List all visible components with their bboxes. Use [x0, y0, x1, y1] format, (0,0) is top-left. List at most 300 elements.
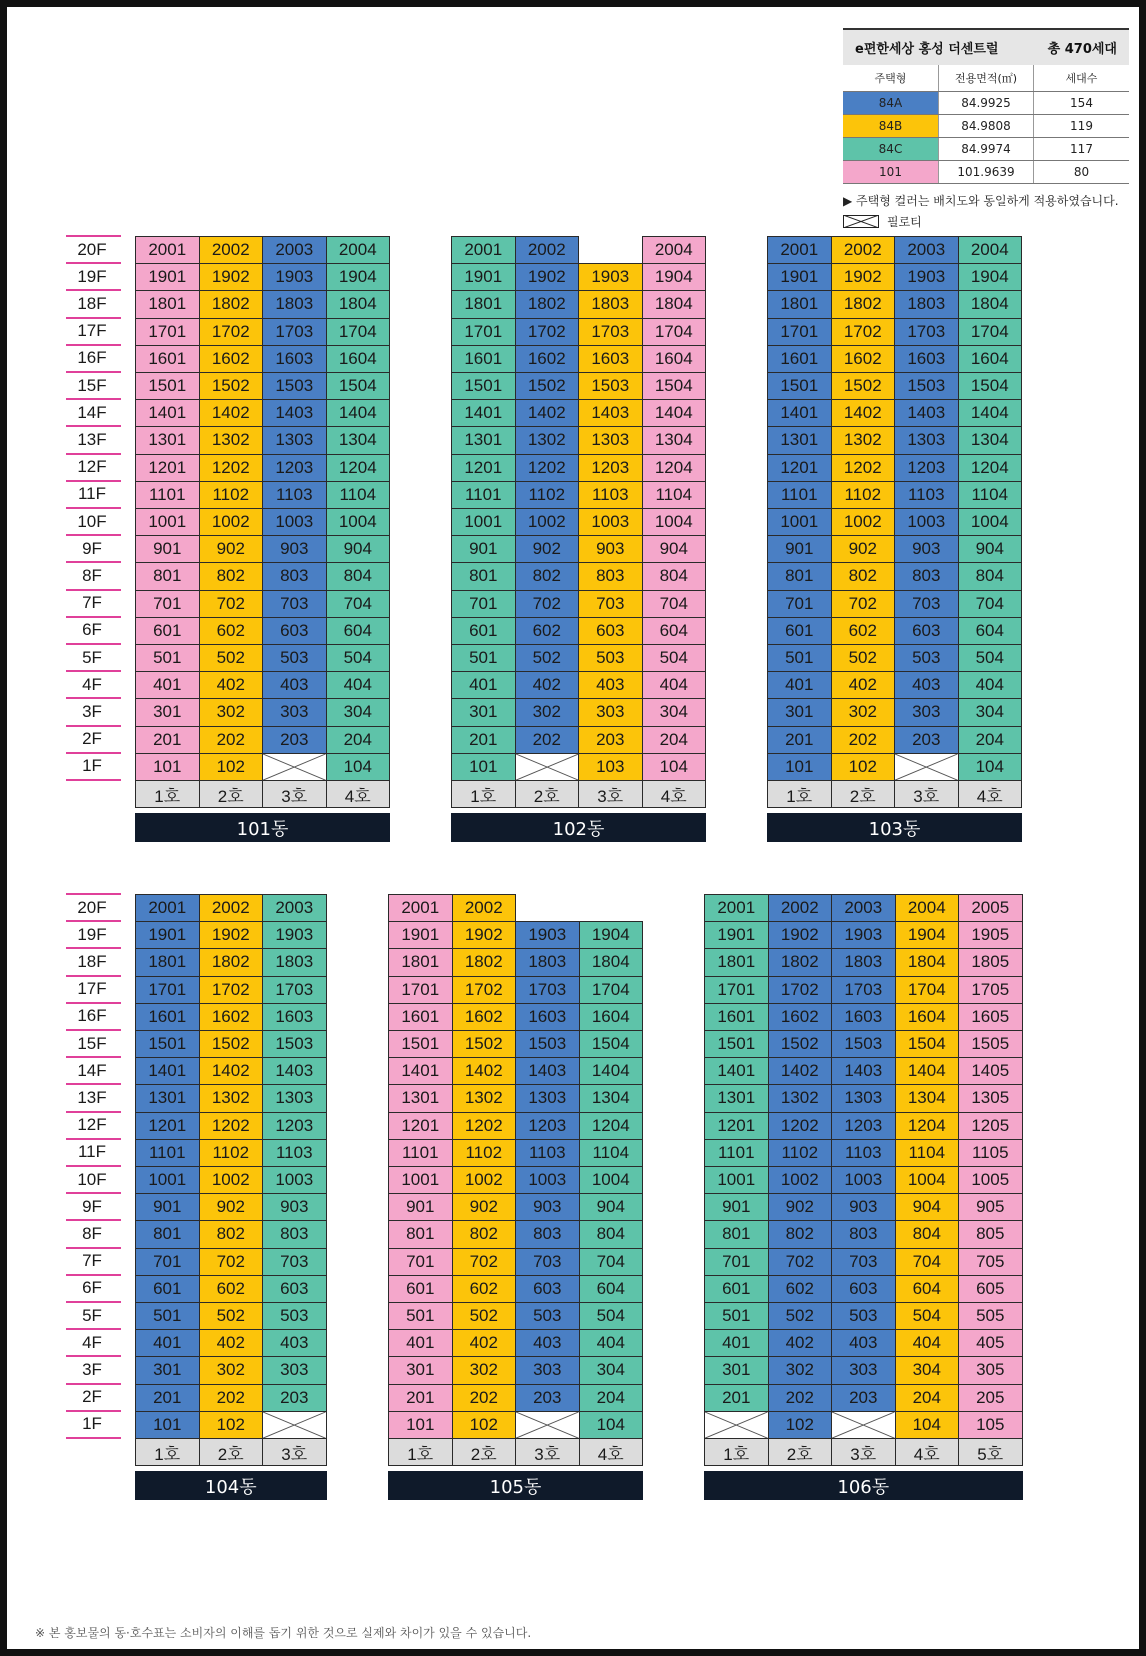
unit-cell: 1404: [579, 1057, 644, 1085]
unit-cell: 501: [451, 644, 516, 672]
floor-label: 14F: [77, 1060, 107, 1080]
unit-cell: 502: [831, 644, 896, 672]
unit-cell: 1001: [135, 508, 200, 536]
unit-cell: 1303: [262, 426, 327, 454]
unit-cell: 302: [831, 698, 896, 726]
unit-cell: 1702: [452, 976, 517, 1004]
legend-header-count: 세대수: [1033, 65, 1129, 91]
floor-label: 10F: [77, 511, 107, 531]
unit-cell: 1205: [958, 1112, 1023, 1140]
unit-cell: 501: [135, 1302, 200, 1330]
unit-cell: 2001: [388, 894, 453, 922]
unit-cell: 1501: [704, 1030, 769, 1058]
unit-cell: 301: [451, 698, 516, 726]
unit-cell: 1401: [388, 1057, 453, 1085]
unit-number-label: 2호: [831, 780, 896, 808]
unit-cell: 605: [958, 1275, 1023, 1303]
unit-cell: 301: [767, 698, 832, 726]
unit-cell: 2004: [958, 236, 1023, 264]
unit-cell: 604: [958, 617, 1023, 645]
floor-label: 17F: [77, 979, 107, 999]
unit-cell: 602: [452, 1275, 517, 1303]
unit-cell: 1804: [958, 290, 1023, 318]
unit-cell: 204: [326, 726, 391, 754]
unit-cell: 401: [388, 1329, 453, 1357]
unit-cell: 1201: [135, 1112, 200, 1140]
unit-cell: 1602: [515, 345, 580, 373]
unit-cell: 1202: [515, 454, 580, 482]
unit-number-label: 1호: [388, 1438, 453, 1466]
unit-cell: 1801: [704, 948, 769, 976]
unit-cell: 1403: [578, 399, 643, 427]
unit-cell: 801: [135, 562, 200, 590]
unit-cell: 503: [578, 644, 643, 672]
unit-cell: 1803: [515, 948, 580, 976]
unit-cell: 1202: [831, 454, 896, 482]
unit-cell: 502: [199, 1302, 264, 1330]
unit-cell: 1001: [388, 1166, 453, 1194]
unit-cell: 1202: [199, 454, 264, 482]
pilotis-cell: [894, 753, 959, 781]
floor-label: 8F: [82, 1223, 102, 1243]
floor-label: 12F: [77, 1115, 107, 1135]
legend-type: 101: [843, 161, 938, 183]
building-name-bar: 106동: [704, 1471, 1023, 1500]
pilotis-cell: [262, 1411, 327, 1439]
unit-cell: 101: [135, 753, 200, 781]
unit-cell: 1803: [831, 948, 896, 976]
unit-cell: 1201: [451, 454, 516, 482]
unit-cell: 1904: [326, 263, 391, 291]
unit-cell: 1401: [767, 399, 832, 427]
unit-cell: 1202: [768, 1112, 833, 1140]
unit-cell: 1401: [135, 1057, 200, 1085]
unit-cell: 1302: [831, 426, 896, 454]
unit-number-label: 3호: [578, 780, 643, 808]
unit-cell: 1504: [895, 1030, 960, 1058]
unit-cell: 1504: [326, 372, 391, 400]
unit-cell: 703: [262, 1248, 327, 1276]
unit-cell: 603: [894, 617, 959, 645]
unit-number-label: 4호: [642, 780, 707, 808]
unit-cell: 1005: [958, 1166, 1023, 1194]
unit-number-label: 4호: [326, 780, 391, 808]
pilotis-cell: [515, 1411, 580, 1439]
unit-cell: 2002: [199, 894, 264, 922]
unit-cell: 804: [642, 562, 707, 590]
unit-cell: 2001: [451, 236, 516, 264]
unit-cell: 1103: [262, 1139, 327, 1167]
floor-label: 16F: [77, 1006, 107, 1026]
unit-cell: 1703: [262, 318, 327, 346]
unit-cell: 903: [262, 535, 327, 563]
unit-cell: 202: [452, 1384, 517, 1412]
unit-cell: 503: [831, 1302, 896, 1330]
unit-cell: 1002: [831, 508, 896, 536]
legend-type: 84C: [843, 138, 938, 160]
unit-cell: 1401: [704, 1057, 769, 1085]
unit-cell: 1101: [704, 1139, 769, 1167]
unit-cell: 201: [135, 1384, 200, 1412]
unit-number-label: 3호: [262, 1438, 327, 1466]
unit-cell: 1302: [768, 1084, 833, 1112]
unit-cell: 1201: [704, 1112, 769, 1140]
unit-cell: 1603: [262, 1003, 327, 1031]
unit-cell: 1403: [515, 1057, 580, 1085]
unit-cell: 901: [135, 1193, 200, 1221]
legend-row: [843, 92, 1129, 115]
unit-cell: 902: [768, 1193, 833, 1221]
unit-cell: 403: [262, 1329, 327, 1357]
floor-label: 15F: [77, 1033, 107, 1053]
unit-cell: 802: [199, 1220, 264, 1248]
legend-count: 117: [1033, 138, 1129, 160]
unit-cell: 601: [767, 617, 832, 645]
unit-number-label: 3호: [262, 780, 327, 808]
unit-cell: 203: [262, 1384, 327, 1412]
unit-cell: 1801: [767, 290, 832, 318]
legend-count: 80: [1033, 161, 1129, 183]
unit-cell: 202: [199, 726, 264, 754]
floor-label: 14F: [77, 402, 107, 422]
unit-number-label: 1호: [451, 780, 516, 808]
unit-cell: 1305: [958, 1084, 1023, 1112]
unit-cell: 804: [958, 562, 1023, 590]
unit-cell: 801: [451, 562, 516, 590]
unit-cell: 805: [958, 1220, 1023, 1248]
unit-cell: 205: [958, 1384, 1023, 1412]
unit-cell: 802: [831, 562, 896, 590]
unit-cell: 1404: [895, 1057, 960, 1085]
unit-cell: 2004: [326, 236, 391, 264]
unit-cell: 1102: [831, 481, 896, 509]
unit-cell: 102: [199, 753, 264, 781]
unit-cell: 1901: [767, 263, 832, 291]
floor-label: 7F: [82, 593, 102, 613]
unit-cell: 1402: [831, 399, 896, 427]
unit-cell: 905: [958, 1193, 1023, 1221]
unit-cell: 1902: [768, 921, 833, 949]
unit-cell: 2003: [831, 894, 896, 922]
unit-type-legend: [843, 28, 1129, 230]
unit-cell: 1402: [452, 1057, 517, 1085]
unit-cell: 1301: [135, 1084, 200, 1112]
unit-cell: 602: [515, 617, 580, 645]
unit-cell: 702: [515, 590, 580, 618]
unit-cell: 401: [451, 671, 516, 699]
floor-label: 1F: [82, 1414, 102, 1434]
unit-number-label: 1호: [135, 780, 200, 808]
unit-cell: 801: [704, 1220, 769, 1248]
unit-cell: 1602: [831, 345, 896, 373]
unit-cell: 1401: [135, 399, 200, 427]
unit-cell: 1103: [262, 481, 327, 509]
unit-number-label: 3호: [894, 780, 959, 808]
unit-cell: 504: [326, 644, 391, 672]
unit-cell: 702: [452, 1248, 517, 1276]
unit-cell: 1701: [704, 976, 769, 1004]
unit-cell: 1302: [515, 426, 580, 454]
unit-cell: 902: [515, 535, 580, 563]
unit-cell: 1802: [199, 948, 264, 976]
unit-cell: 804: [895, 1220, 960, 1248]
unit-cell: 503: [894, 644, 959, 672]
unit-number-label: 2호: [452, 1438, 517, 1466]
unit-cell: 1403: [831, 1057, 896, 1085]
unit-cell: 601: [451, 617, 516, 645]
unit-cell: 1403: [262, 399, 327, 427]
unit-cell: 2003: [262, 236, 327, 264]
unit-cell: 1104: [579, 1139, 644, 1167]
unit-cell: 301: [135, 698, 200, 726]
unit-cell: 1103: [515, 1139, 580, 1167]
unit-cell: 504: [958, 644, 1023, 672]
unit-cell: 603: [831, 1275, 896, 1303]
unit-cell: 102: [831, 753, 896, 781]
unit-cell: 1203: [262, 454, 327, 482]
unit-cell: 1501: [135, 1030, 200, 1058]
floor-divider: [66, 235, 121, 237]
unit-cell: 1302: [199, 426, 264, 454]
pilotis-cell: [262, 753, 327, 781]
unit-cell: 1904: [579, 921, 644, 949]
unit-cell: 1605: [958, 1003, 1023, 1031]
unit-cell: 1201: [135, 454, 200, 482]
unit-cell: 1901: [451, 263, 516, 291]
unit-cell: 703: [831, 1248, 896, 1276]
legend-header: [843, 28, 1129, 65]
unit-cell: 1202: [199, 1112, 264, 1140]
unit-cell: 1001: [451, 508, 516, 536]
unit-cell: 604: [895, 1275, 960, 1303]
unit-cell: 105: [958, 1411, 1023, 1439]
legend-area: 84.9925: [938, 92, 1033, 114]
unit-cell: 704: [326, 590, 391, 618]
unit-cell: 1301: [135, 426, 200, 454]
unit-cell: 104: [958, 753, 1023, 781]
unit-cell: 1903: [262, 921, 327, 949]
unit-cell: 1301: [388, 1084, 453, 1112]
unit-cell: 1402: [515, 399, 580, 427]
unit-cell: 1503: [894, 372, 959, 400]
unit-cell: 1104: [895, 1139, 960, 1167]
floor-label: 4F: [82, 674, 102, 694]
unit-cell: 1104: [326, 481, 391, 509]
unit-cell: 202: [199, 1384, 264, 1412]
unit-cell: 803: [831, 1220, 896, 1248]
unit-cell: 1803: [262, 948, 327, 976]
unit-cell: 902: [199, 1193, 264, 1221]
unit-cell: 901: [388, 1193, 453, 1221]
unit-cell: 304: [958, 698, 1023, 726]
floor-label: 17F: [77, 321, 107, 341]
unit-cell: 2002: [768, 894, 833, 922]
unit-cell: 904: [895, 1193, 960, 1221]
unit-cell: 402: [831, 671, 896, 699]
floor-label: 12F: [77, 457, 107, 477]
unit-cell: 303: [894, 698, 959, 726]
unit-cell: 402: [768, 1329, 833, 1357]
unit-cell: 1901: [704, 921, 769, 949]
unit-cell: 403: [515, 1329, 580, 1357]
unit-cell: 1304: [326, 426, 391, 454]
unit-cell: 201: [135, 726, 200, 754]
unit-cell: 902: [452, 1193, 517, 1221]
unit-cell: 1703: [831, 976, 896, 1004]
floor-divider: [66, 1437, 121, 1439]
unit-cell: 1903: [894, 263, 959, 291]
legend-type: 84A: [843, 92, 938, 114]
unit-cell: 2002: [515, 236, 580, 264]
unit-cell: 1604: [642, 345, 707, 373]
unit-cell: 1902: [199, 921, 264, 949]
unit-cell: 703: [894, 590, 959, 618]
unit-cell: 501: [135, 644, 200, 672]
unit-cell: 303: [515, 1356, 580, 1384]
unit-cell: 1902: [515, 263, 580, 291]
unit-cell: 702: [831, 590, 896, 618]
unit-cell: 1804: [895, 948, 960, 976]
unit-cell: 203: [262, 726, 327, 754]
unit-cell: 1404: [642, 399, 707, 427]
unit-cell: 303: [831, 1356, 896, 1384]
unit-cell: 1102: [199, 1139, 264, 1167]
unit-cell: 1702: [515, 318, 580, 346]
unit-cell: 1201: [767, 454, 832, 482]
unit-cell: 901: [767, 535, 832, 563]
unit-cell: 703: [515, 1248, 580, 1276]
unit-cell: 904: [579, 1193, 644, 1221]
unit-cell: 703: [262, 590, 327, 618]
unit-cell: 2002: [831, 236, 896, 264]
unit-cell: 1601: [135, 1003, 200, 1031]
unit-cell: 305: [958, 1356, 1023, 1384]
unit-cell: 1603: [831, 1003, 896, 1031]
unit-cell: 1804: [579, 948, 644, 976]
unit-cell: 2004: [642, 236, 707, 264]
floor-label: 5F: [82, 647, 102, 667]
floor-label: 15F: [77, 375, 107, 395]
legend-count: 119: [1033, 115, 1129, 137]
unit-cell: 203: [831, 1384, 896, 1412]
unit-cell: 1003: [894, 508, 959, 536]
unit-cell: 1304: [958, 426, 1023, 454]
unit-cell: 1102: [452, 1139, 517, 1167]
unit-cell: 201: [388, 1384, 453, 1412]
unit-cell: 1303: [515, 1084, 580, 1112]
floor-label: 9F: [82, 1196, 102, 1216]
floor-label: 13F: [77, 429, 107, 449]
unit-cell: 1501: [135, 372, 200, 400]
unit-cell: 304: [326, 698, 391, 726]
unit-cell: 1603: [578, 345, 643, 373]
unit-cell: 602: [831, 617, 896, 645]
unit-cell: 1502: [768, 1030, 833, 1058]
unit-cell: 1701: [135, 318, 200, 346]
unit-cell: 1503: [262, 1030, 327, 1058]
unit-cell: 403: [831, 1329, 896, 1357]
unit-cell: 1502: [199, 372, 264, 400]
unit-cell: 104: [579, 1411, 644, 1439]
unit-cell: 705: [958, 1248, 1023, 1276]
unit-cell: 1804: [326, 290, 391, 318]
unit-cell: 1504: [958, 372, 1023, 400]
unit-cell: 204: [958, 726, 1023, 754]
unit-cell: 402: [199, 1329, 264, 1357]
unit-number-label: 2호: [199, 780, 264, 808]
unit-cell: 1904: [895, 921, 960, 949]
unit-cell: 1002: [199, 1166, 264, 1194]
unit-cell: 1203: [262, 1112, 327, 1140]
unit-cell: 803: [894, 562, 959, 590]
floor-label: 5F: [82, 1305, 102, 1325]
unit-cell: 1801: [451, 290, 516, 318]
unit-cell: 501: [767, 644, 832, 672]
unit-cell: 1301: [704, 1084, 769, 1112]
unit-cell: 1801: [135, 948, 200, 976]
unit-cell: 1704: [895, 976, 960, 1004]
floor-label: 20F: [77, 897, 107, 917]
unit-cell: 1604: [579, 1003, 644, 1031]
footnote: ※ 본 홍보물의 동·호수표는 소비자의 이해를 돕기 위한 것으로 실제와 차이가 있을 수 있습니다.: [35, 1626, 532, 1640]
unit-cell: 1503: [831, 1030, 896, 1058]
legend-header-type: 주택형: [874, 72, 907, 85]
pilotis-cell: [831, 1411, 896, 1439]
unit-cell: 1203: [831, 1112, 896, 1140]
unit-cell: 202: [831, 726, 896, 754]
unit-cell: 301: [135, 1356, 200, 1384]
unit-cell: 1101: [388, 1139, 453, 1167]
legend-rows: [843, 92, 1129, 184]
unit-cell: 1203: [515, 1112, 580, 1140]
unit-cell: 1505: [958, 1030, 1023, 1058]
unit-cell: 1604: [895, 1003, 960, 1031]
unit-cell: 1701: [388, 976, 453, 1004]
unit-cell: 303: [578, 698, 643, 726]
unit-cell: 601: [135, 1275, 200, 1303]
unit-cell: 701: [388, 1248, 453, 1276]
unit-cell: 1502: [515, 372, 580, 400]
unit-cell: 1302: [199, 1084, 264, 1112]
unit-cell: 603: [262, 617, 327, 645]
unit-cell: 2001: [767, 236, 832, 264]
unit-cell: 1601: [388, 1003, 453, 1031]
unit-cell: 2002: [199, 236, 264, 264]
unit-cell: 1102: [768, 1139, 833, 1167]
floor-label: 11F: [77, 484, 107, 504]
unit-cell: 801: [135, 1220, 200, 1248]
unit-cell: 1802: [768, 948, 833, 976]
unit-cell: 1304: [579, 1084, 644, 1112]
unit-cell: 1404: [958, 399, 1023, 427]
unit-cell: 1901: [135, 921, 200, 949]
unit-cell: 1501: [388, 1030, 453, 1058]
unit-number-label: 3호: [515, 1438, 580, 1466]
unit-cell: 701: [451, 590, 516, 618]
unit-cell: 1503: [262, 372, 327, 400]
pilotis-cell: [515, 753, 580, 781]
unit-cell: 1602: [199, 1003, 264, 1031]
unit-cell: 704: [642, 590, 707, 618]
unit-cell: 604: [326, 617, 391, 645]
unit-cell: 404: [579, 1329, 644, 1357]
unit-cell: 1703: [515, 976, 580, 1004]
unit-cell: 1802: [831, 290, 896, 318]
unit-cell: 1403: [894, 399, 959, 427]
unit-cell: 1905: [958, 921, 1023, 949]
unit-cell: 903: [262, 1193, 327, 1221]
unit-cell: 302: [199, 1356, 264, 1384]
